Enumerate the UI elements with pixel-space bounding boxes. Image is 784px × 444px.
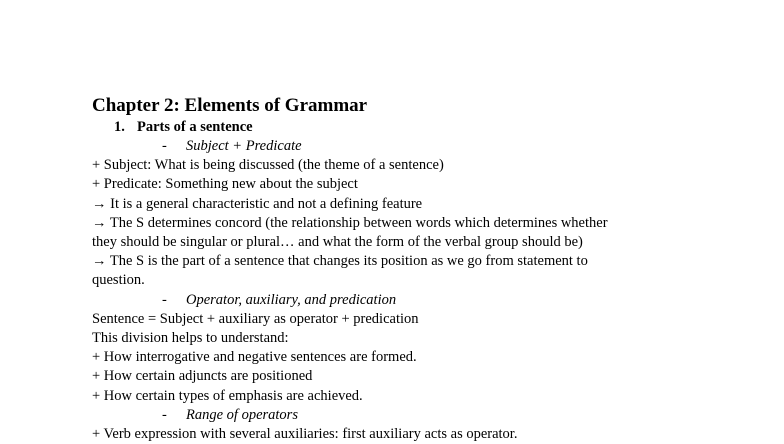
text-line: + How certain adjuncts are positioned [92,368,313,385]
text-line: question. [92,272,145,289]
subheading-text: Range of operators [186,406,298,423]
list-dash: - [162,291,167,308]
subheading-range-of-operators [92,406,772,425]
section-title: Parts of a sentence [137,119,253,135]
text-line: Sentence = Subject + auxiliary as operator + predication [92,310,419,327]
text-line: This division helps to understand: [92,330,289,347]
text-line: → The S determines concord (the relationship between words which determines whether [92,214,608,231]
chapter-title: Chapter 2: Elements of Grammar [92,95,368,116]
text-line: + How certain types of emphasis are achieved. [92,387,363,404]
list-dash: - [162,138,167,154]
document-page [92,94,772,444]
subheading-text: Operator, auxiliary, and predication [186,291,397,308]
section-number: 1. [114,119,125,135]
subheading-text: Subject + Predicate [186,138,302,154]
subheading-operator [92,291,772,310]
list-dash: - [162,406,167,423]
text-line: → It is a general characteristic and not a defining feature [92,195,423,212]
section-heading [92,118,772,137]
text-line: they should be singular or plural… and what the form of the verbal group should be) [92,234,583,251]
text-line: + Subject: What is being discussed (the theme of a sentence) [92,157,444,174]
text-line: + Predicate: Something new about the subject [92,176,358,193]
subheading-subject-predicate [92,137,772,156]
text-line: + Verb expression with several auxiliaries: first auxiliary acts as operator. [92,426,518,443]
text-line: → The S is the part of a sentence that changes its position as we go from statement to [92,253,588,270]
text-line: + How interrogative and negative sentences are formed. [92,349,417,366]
